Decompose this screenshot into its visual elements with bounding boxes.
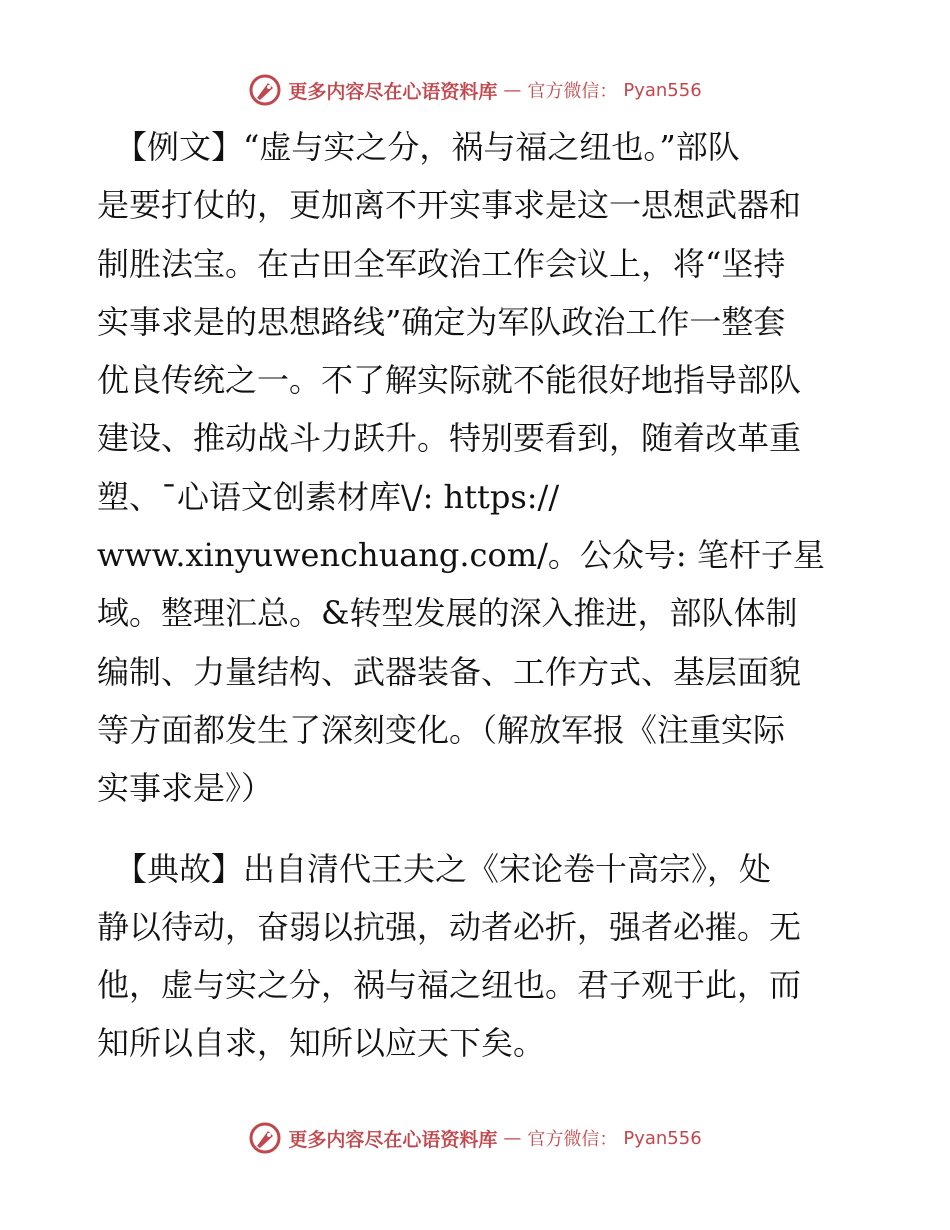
example-line: 是要打仗的，更加离不开实事求是这一思想武器和 [97, 186, 802, 225]
footer-banner-content [248, 1121, 701, 1155]
example-line: 建设、推动战斗力跃升。特别要看到，随着改革重 [97, 419, 802, 458]
footer-contact-label: 官方微信： [527, 1129, 618, 1150]
example-line: 【例文】“虚与实之分，祸与福之纽也。”部队 [115, 128, 740, 166]
pen-nib-logo-icon [248, 73, 282, 107]
example-line: 实事求是的思想路线”确定为军队政治工作一整套 [97, 302, 786, 341]
allusion-paragraph [97, 840, 857, 1073]
document-body [97, 118, 857, 1073]
example-line: 实事求是》） [97, 769, 274, 808]
example-line: 塑、¯心语文创素材库\/: https:// [97, 477, 560, 516]
example-line: 等方面都发生了深刻变化。（解放军报《注重实际 [97, 710, 786, 749]
example-line: 域。整理汇总。&转型发展的深入推进，部队体制 [97, 594, 798, 633]
pen-nib-logo-icon [248, 1121, 282, 1155]
header-contact-label: 官方微信： [527, 81, 618, 102]
example-line: 优良传统之一。不了解实际就不能很好地指导部队 [97, 361, 802, 400]
footer-site-name: 更多内容尽在心语资料库 [288, 1128, 498, 1151]
allusion-line: 【典故】出自清代王夫之《宋论卷十高宗》，处 [115, 849, 772, 888]
allusion-line: 他，虚与实之分，祸与福之纽也。君子观于此，而 [97, 966, 802, 1005]
header-banner [0, 70, 950, 110]
header-contact-id: Pyan556 [623, 79, 702, 101]
header-site-name: 更多内容尽在心语资料库 [288, 80, 498, 103]
example-line: www.xinyuwenchuang.com/。公众号: 笔杆子星 [97, 536, 825, 575]
allusion-line: 静以待动，奋弱以抗强，动者必折，强者必摧。无 [97, 907, 802, 946]
allusion-line: 知所以自求，知所以应天下矣。 [97, 1024, 546, 1063]
header-separator: — [503, 79, 522, 101]
footer-contact-id: Pyan556 [623, 1127, 702, 1149]
example-line: 制胜法宝。在古田全军政治工作会议上，将“坚持 [97, 244, 786, 283]
example-line: 编制、力量结构、武器装备、工作方式、基层面貌 [97, 652, 802, 691]
example-paragraph [97, 118, 857, 818]
footer-separator: — [503, 1127, 522, 1149]
paragraph-spacer [97, 818, 857, 840]
footer-banner [0, 1118, 950, 1158]
header-banner-content [248, 73, 701, 107]
